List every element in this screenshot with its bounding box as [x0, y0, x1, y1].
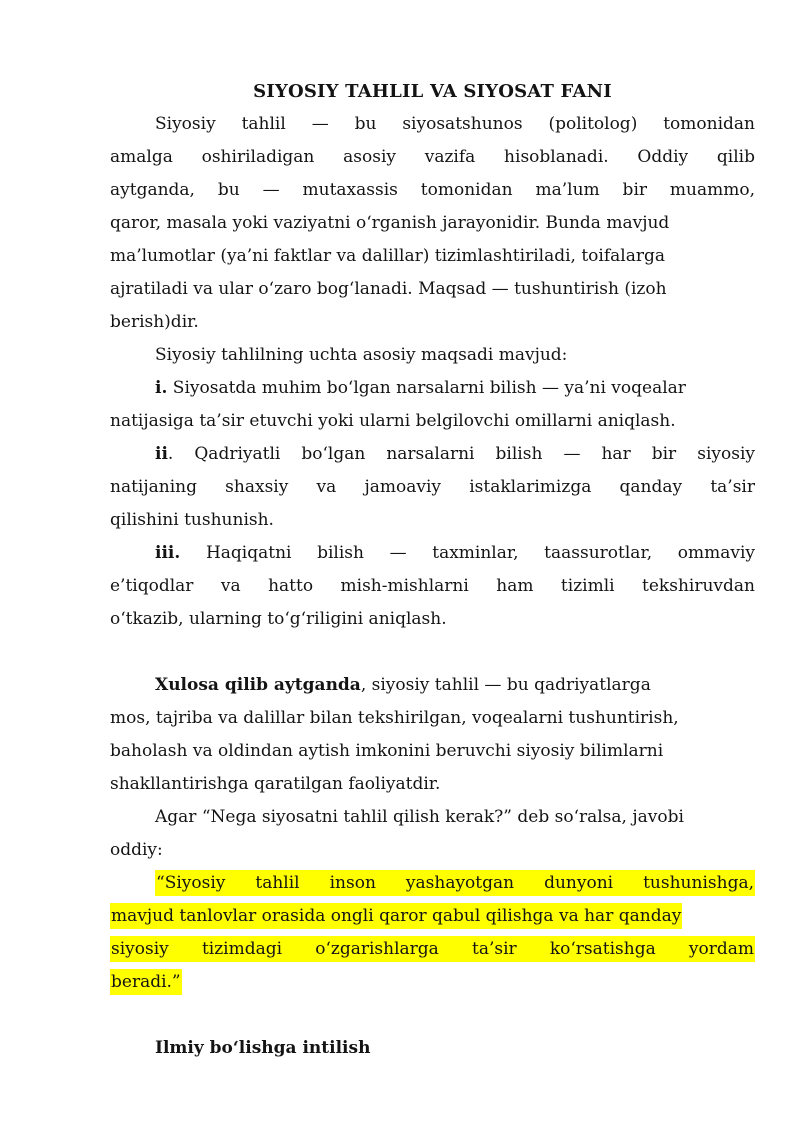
highlight-span: [110, 936, 755, 962]
text-segment: amalga oshiriladigan asosiy vazifa hisoblanadi. Oddiy qilib: [110, 147, 755, 167]
text-segment: Haqiqatni bilish — taxminlar, taassurotlar, ommaviy: [180, 543, 755, 563]
text-segment: berish)dir.: [110, 312, 199, 332]
text-segment: oddiy:: [110, 840, 163, 860]
bold-text-segment: iii.: [155, 543, 181, 563]
text-line: [110, 768, 755, 801]
highlight-span: [110, 903, 682, 929]
text-line: [110, 801, 755, 834]
text-line: [110, 537, 755, 570]
text-line: [110, 207, 755, 240]
text-line: [110, 372, 755, 405]
text-segment: . Qadriyatli bo‘lgan narsalarni bilish — har bir siyosiy: [167, 444, 755, 464]
highlighted-text-line: [110, 966, 755, 999]
text-segment: o‘tkazib, ularning to‘g‘riligini aniqlash.: [110, 609, 447, 629]
text-segment: mavjud tanlovlar orasida ongli qaror qabul qilishga va har qanday: [111, 906, 682, 926]
text-line: [110, 834, 755, 867]
text-segment: aytganda, bu — mutaxassis tomonidan ma’lum bir muammo,: [110, 180, 755, 200]
text-line: [110, 108, 755, 141]
bold-text-segment: ii: [155, 444, 168, 464]
bold-text-segment: i.: [155, 378, 168, 398]
text-segment: ma’lumotlar (ya’ni faktlar va dalillar) tizimlashtiriladi, toifalarga: [110, 246, 665, 266]
highlighted-text-line: [110, 867, 755, 900]
text-segment: Siyosiy tahlilning uchta asosiy maqsadi mavjud:: [155, 345, 568, 365]
text-segment: “Siyosiy tahlil inson yashayotgan dunyoni tushunishga,: [156, 873, 754, 893]
text-segment: siyosiy tizimdagi o‘zgarishlarga ta’sir ko‘rsatishga yordam: [111, 939, 754, 959]
text-line: [110, 471, 755, 504]
text-line: [110, 240, 755, 273]
text-line: [110, 702, 755, 735]
text-segment: natijasiga ta’sir etuvchi yoki ularni belgilovchi omillarni aniqlash.: [110, 411, 676, 431]
text-line: [110, 570, 755, 603]
text-line: [110, 735, 755, 768]
highlight-span: [155, 870, 755, 896]
text-segment: qaror, masala yoki vaziyatni o‘rganish jarayonidir. Bunda mavjud: [110, 213, 670, 233]
text-segment: qilishini tushunish.: [110, 510, 274, 530]
highlight-span: [110, 969, 182, 995]
bold-text-segment: Ilmiy bo‘lishga intilish: [155, 1038, 371, 1058]
text-segment: natijaning shaxsiy va jamoaviy istaklarimizga qanday ta’sir: [110, 477, 755, 497]
text-segment: Siyosiy tahlil — bu siyosatshunos (politolog) tomonidan: [155, 114, 755, 134]
text-line: [110, 438, 755, 471]
text-segment: mos, tajriba va dalillar bilan tekshirilgan, voqealarni tushuntirish,: [110, 708, 679, 728]
text-line: [110, 603, 755, 636]
text-segment: Agar “Nega siyosatni tahlil qilish kerak?” deb so‘ralsa, javobi: [155, 807, 684, 827]
text-line: [110, 273, 755, 306]
bold-text-segment: Xulosa qilib aytganda: [155, 675, 361, 695]
text-segment: ajratiladi va ular o‘zaro bog‘lanadi. Maqsad — tushuntirish (izoh: [110, 279, 667, 299]
highlighted-text-line: [110, 933, 755, 966]
text-line: [110, 141, 755, 174]
text-segment: , siyosiy tahlil — bu qadriyatlarga: [360, 675, 651, 695]
text-segment: shakllantirishga qaratilgan faoliyatdir.: [110, 774, 441, 794]
text-line: [110, 669, 755, 702]
text-segment: e’tiqodlar va hatto mish-mishlarni ham tizimli tekshiruvdan: [110, 576, 755, 596]
text-line: [110, 405, 755, 438]
document-title: SIYOSIY TAHLIL VA SIYOSAT FANI: [253, 81, 612, 102]
text-segment: beradi.”: [111, 972, 181, 992]
text-line: [110, 306, 755, 339]
text-line: [110, 1032, 755, 1065]
text-segment: Siyosatda muhim bo‘lgan narsalarni bilish — ya’ni voqealar: [167, 378, 686, 398]
blank-line: [110, 999, 755, 1032]
text-line: [110, 174, 755, 207]
text-line: [110, 504, 755, 537]
blank-line: [110, 636, 755, 669]
text-line: [110, 339, 755, 372]
text-segment: baholash va oldindan aytish imkonini beruvchi siyosiy bilimlarni: [110, 741, 664, 761]
highlighted-text-line: [110, 900, 755, 933]
document-body: [110, 108, 755, 1065]
